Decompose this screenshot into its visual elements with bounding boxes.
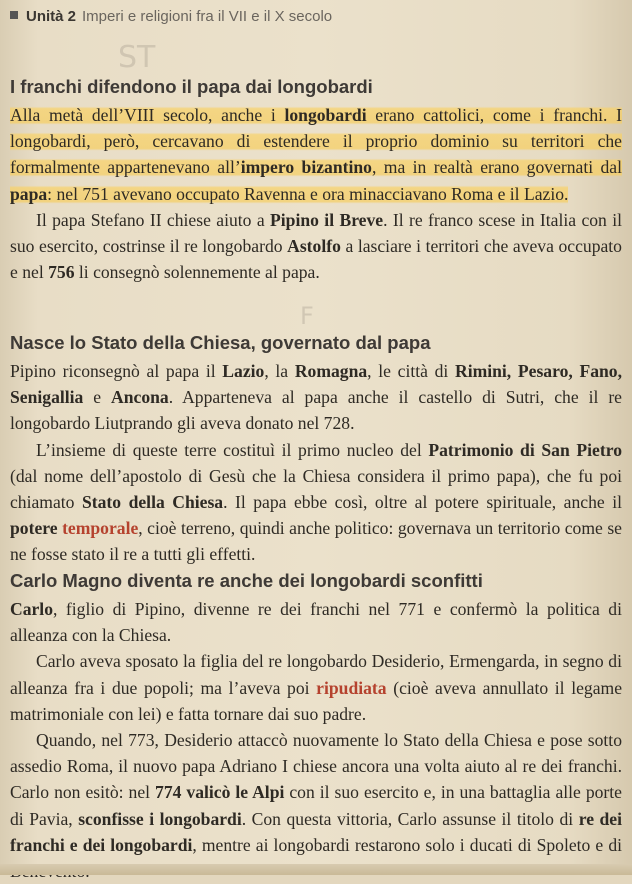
bold-term: re dei franchi e dei longobardi (10, 808, 622, 855)
bold-term: papa (10, 183, 48, 204)
text-run: , la (264, 361, 295, 381)
red-term: ripudiata (316, 677, 387, 698)
text-run: L’insieme di queste terre costituì il primo nucleo del (36, 439, 429, 460)
text-run: a lasciare i territori che aveva occupato e nel (10, 236, 622, 283)
paragraph (10, 727, 622, 884)
text-run: Quando, nel 773, Desiderio attaccò nuovamente lo Stato della Chiesa e pose sotto assedio Roma, il nuovo papa Adriano I chiese ancora una volta aiuto al re dei franchi. Carlo non esitò: nel (10, 730, 622, 803)
pencil-scribble-icon: F (300, 302, 314, 330)
text-run: li consegnò solennemente al papa. (74, 262, 320, 283)
paragraph (10, 648, 622, 727)
text-run: , le città di (367, 361, 455, 381)
text-run: e (83, 387, 112, 408)
text-run: Carlo aveva sposato la figlia del re longobardo Desiderio, Ermengarda, in segno di alleanza fra i due popoli; ma l’aveva poi (10, 651, 622, 698)
text-run: Il papa Stefano II chiese aiuto a (36, 209, 271, 230)
bold-term: sconfisse i longobardi (78, 808, 242, 829)
bold-term: Rimini, Pesaro, Fano, Senigallia (10, 361, 622, 408)
bold-term: Carlo (10, 599, 53, 619)
text-run: . Apparteneva al papa anche il castello di Sutri, che il re longobardo Liutprando gli aveva donato nel 728. (10, 387, 622, 434)
text-run: . Il re franco scese in Italia con il suo esercito, costrinse il re longobardo (10, 209, 623, 257)
red-term: temporale (62, 518, 139, 539)
paragraph (10, 437, 622, 568)
paragraph (10, 358, 622, 437)
bold-term: potere (10, 518, 63, 539)
text-run: erano cattolici, come i franchi. I longobardi, però, cercavano di estendere il proprio dominio su territori che formalmente appartenevano all’ (10, 105, 623, 178)
paragraph (10, 102, 622, 207)
section-franchi-difendono-papa (10, 76, 622, 285)
bold-term: 774 valicò le Alpi (155, 782, 285, 803)
text-run: con il suo esercito e, in una battaglia alle porte di Pavia, (10, 782, 622, 829)
text-run: . Con questa vittoria, Carlo assunse il titolo di (241, 808, 579, 829)
text-run: , figlio di Pipino, divenne re dei franchi nel 771 e confermò la politica di alleanza con la Chiesa. (10, 599, 622, 646)
bold-term: Ancona (111, 387, 169, 408)
unit-label: Unità 2 (26, 8, 77, 25)
section-stato-della-chiesa (10, 332, 622, 568)
bold-term: Patrimonio di San Pietro (428, 439, 622, 460)
bold-term: longobardi (284, 105, 367, 125)
bold-term: Lazio (222, 361, 265, 381)
bold-term: Stato della Chiesa (81, 492, 224, 513)
bold-term: Astolfo (287, 236, 341, 257)
bold-term: 756 (48, 262, 75, 283)
bold-term: Pipino il Breve (270, 209, 384, 230)
text-run: , mentre ai longobardi restarono solo i ducati di Spoleto e di (192, 834, 622, 855)
pencil-scribble-icon: ST (118, 40, 156, 75)
text-run: (cioè aveva annullato il legame matrimoniale con lei) e fatta tornare dai suo padre. (10, 677, 623, 724)
text-run: . Il papa ebbe così, oltre al potere spirituale, anche il (223, 492, 622, 513)
paragraph (10, 207, 622, 286)
page-bottom-edge (0, 864, 632, 875)
text-run: : nel 751 avevano occupato Ravenna e ora minacciavano Roma e il Lazio. (47, 183, 569, 204)
unit-title: Imperi e religioni fra il VII e il X secolo (82, 8, 333, 25)
text-run: Pipino riconsegnò al papa il (10, 361, 223, 381)
text-run: Alla metà dell’VIII secolo, anche i (10, 105, 285, 125)
text-run: , ma in realtà erano governati dal (371, 157, 623, 178)
section-carlo-magno (10, 570, 622, 884)
unit-header (10, 8, 332, 25)
section-heading: Carlo Magno diventa re anche dei longobardi sconfitti (10, 570, 483, 591)
text-run: (dal nome dell’apostolo di Gesù che la Chiesa considera il primo papa), che fu poi chiamato (10, 465, 622, 513)
highlighted-text (10, 105, 622, 204)
bold-term: impero bizantino (240, 157, 372, 178)
section-heading: I franchi difendono il papa dai longobardi (10, 76, 373, 97)
section-heading: Nasce lo Stato della Chiesa, governato dal papa (10, 332, 431, 353)
text-run: , cioè terreno, quindi anche politico: governava un territorio come se ne fosse stato il re a tutti gli effetti. (10, 518, 622, 565)
bullet-square-icon (10, 11, 18, 19)
bold-term: Romagna (294, 361, 368, 381)
paragraph (10, 596, 622, 648)
